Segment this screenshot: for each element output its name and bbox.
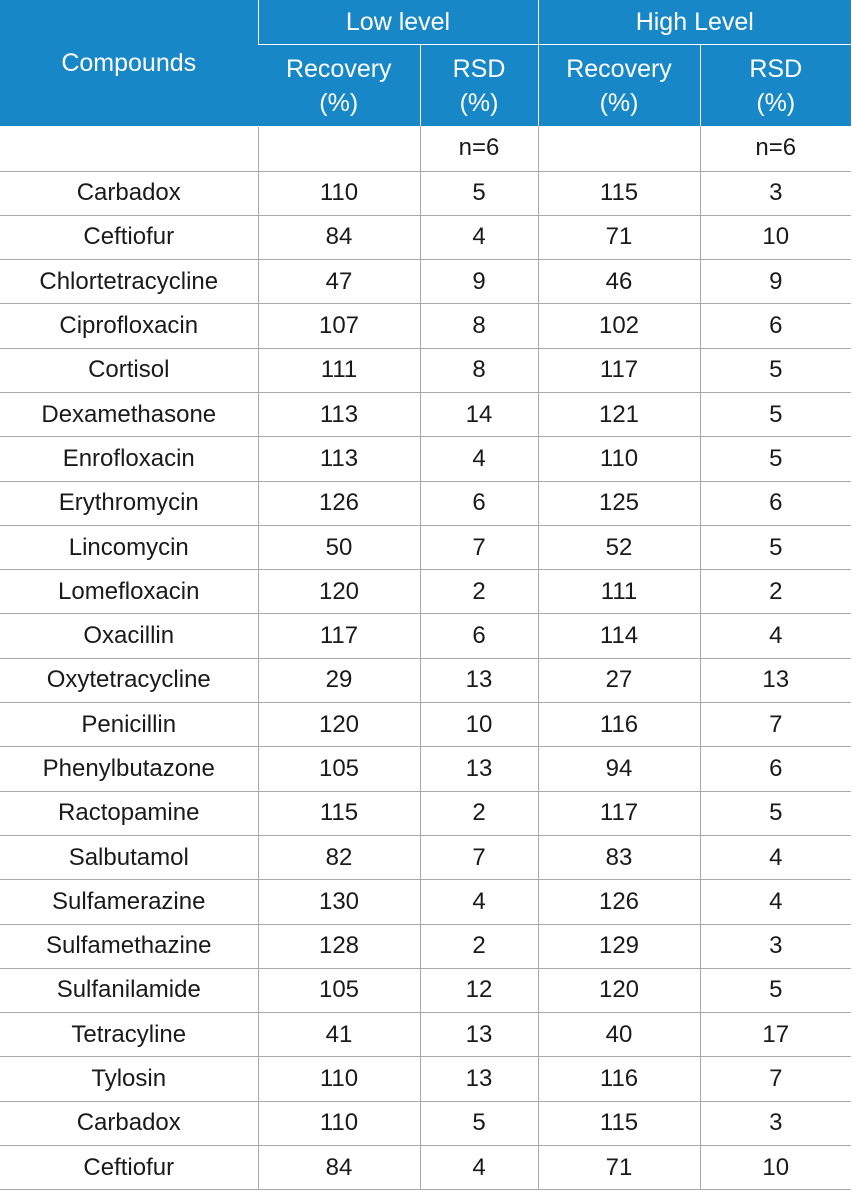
- compound-name: Chlortetracycline: [0, 260, 258, 304]
- high-rsd-value: 4: [700, 880, 851, 924]
- table-row: [0, 260, 851, 304]
- low-recovery-value: 115: [258, 791, 420, 835]
- low-recovery-value: 120: [258, 570, 420, 614]
- table-row: [0, 1101, 851, 1145]
- compound-name: Ciprofloxacin: [0, 304, 258, 348]
- high-rsd-value: 7: [700, 703, 851, 747]
- header-text: Recovery: [285, 54, 392, 83]
- high-recovery-value: 83: [538, 835, 700, 879]
- high-recovery-value: 117: [538, 348, 700, 392]
- high-rsd-value: 3: [700, 1101, 851, 1145]
- compound-name: Salbutamol: [0, 835, 258, 879]
- table-row: [0, 304, 851, 348]
- low-rsd-value: 2: [420, 791, 538, 835]
- compound-name: Lincomycin: [0, 525, 258, 569]
- table-row: [0, 968, 851, 1012]
- sample-count-row: [0, 126, 851, 171]
- table-row: [0, 525, 851, 569]
- high-recovery-value: 129: [538, 924, 700, 968]
- table-row: [0, 1057, 851, 1101]
- low-rsd-value: 14: [420, 392, 538, 436]
- compound-name: Penicillin: [0, 703, 258, 747]
- low-recovery-value: 130: [258, 880, 420, 924]
- compound-name: Sulfamerazine: [0, 880, 258, 924]
- high-rsd-value: 5: [700, 437, 851, 481]
- low-rsd-value: 6: [420, 614, 538, 658]
- high-rsd-value: 10: [700, 1146, 851, 1190]
- high-recovery-header: [538, 45, 700, 127]
- high-recovery-value: 116: [538, 1057, 700, 1101]
- compound-name: Ceftiofur: [0, 1146, 258, 1190]
- high-rsd-value: 5: [700, 791, 851, 835]
- high-recovery-value: 117: [538, 791, 700, 835]
- low-recovery-value: 50: [258, 525, 420, 569]
- high-recovery-value: 52: [538, 525, 700, 569]
- high-level-header: High Level: [538, 0, 851, 45]
- header-text: RSD: [749, 54, 803, 83]
- low-recovery-value: 128: [258, 924, 420, 968]
- table-row: [0, 171, 851, 215]
- table-header: [0, 0, 851, 126]
- low-recovery-value: 105: [258, 747, 420, 791]
- high-sample-count: n=6: [700, 126, 851, 171]
- compound-name: Ceftiofur: [0, 215, 258, 259]
- table-row: [0, 215, 851, 259]
- high-recovery-value: 114: [538, 614, 700, 658]
- high-rsd-value: 5: [700, 968, 851, 1012]
- compound-name: Ractopamine: [0, 791, 258, 835]
- low-recovery-value: 111: [258, 348, 420, 392]
- compound-name: Tylosin: [0, 1057, 258, 1101]
- low-level-header: Low level: [258, 0, 538, 45]
- high-rsd-value: 4: [700, 614, 851, 658]
- low-rsd-value: 8: [420, 304, 538, 348]
- compound-name: Phenylbutazone: [0, 747, 258, 791]
- compound-name: Lomefloxacin: [0, 570, 258, 614]
- compound-name: Oxacillin: [0, 614, 258, 658]
- high-rsd-value: 2: [700, 570, 851, 614]
- low-recovery-value: 120: [258, 703, 420, 747]
- high-rsd-value: 13: [700, 658, 851, 702]
- low-recovery-value: 84: [258, 215, 420, 259]
- low-rsd-value: 13: [420, 1057, 538, 1101]
- low-sample-count: n=6: [420, 126, 538, 171]
- high-rsd-value: 4: [700, 835, 851, 879]
- low-rsd-value: 5: [420, 1101, 538, 1145]
- high-recovery-value: 102: [538, 304, 700, 348]
- compound-name: Tetracyline: [0, 1013, 258, 1057]
- high-rsd-value: 3: [700, 171, 851, 215]
- table-cell: [258, 126, 420, 171]
- low-recovery-header: [258, 45, 420, 127]
- header-group-row: [0, 0, 851, 45]
- header-text: RSD: [452, 54, 506, 83]
- compound-name: Erythromycin: [0, 481, 258, 525]
- high-recovery-value: 125: [538, 481, 700, 525]
- low-rsd-value: 6: [420, 481, 538, 525]
- header-unit: (%): [756, 88, 796, 117]
- low-recovery-value: 110: [258, 1057, 420, 1101]
- table-row: [0, 835, 851, 879]
- low-recovery-value: 126: [258, 481, 420, 525]
- high-recovery-value: 27: [538, 658, 700, 702]
- high-rsd-value: 6: [700, 304, 851, 348]
- table-cell: [0, 126, 258, 171]
- low-recovery-value: 113: [258, 437, 420, 481]
- low-rsd-value: 4: [420, 215, 538, 259]
- table-row: [0, 570, 851, 614]
- low-recovery-value: 41: [258, 1013, 420, 1057]
- table-row: [0, 1146, 851, 1190]
- low-rsd-value: 13: [420, 747, 538, 791]
- low-recovery-value: 110: [258, 1101, 420, 1145]
- table-row: [0, 703, 851, 747]
- low-rsd-header: [420, 45, 538, 127]
- low-recovery-value: 110: [258, 171, 420, 215]
- high-rsd-value: 6: [700, 481, 851, 525]
- table-row: [0, 392, 851, 436]
- compound-name: Sulfamethazine: [0, 924, 258, 968]
- low-recovery-value: 82: [258, 835, 420, 879]
- table-cell: [538, 126, 700, 171]
- low-recovery-value: 84: [258, 1146, 420, 1190]
- compound-name: Enrofloxacin: [0, 437, 258, 481]
- table-row: [0, 481, 851, 525]
- low-rsd-value: 7: [420, 525, 538, 569]
- low-recovery-value: 117: [258, 614, 420, 658]
- table-row: [0, 924, 851, 968]
- low-rsd-value: 4: [420, 880, 538, 924]
- low-recovery-value: 29: [258, 658, 420, 702]
- low-recovery-value: 113: [258, 392, 420, 436]
- high-recovery-value: 121: [538, 392, 700, 436]
- high-rsd-value: 10: [700, 215, 851, 259]
- compound-name: Oxytetracycline: [0, 658, 258, 702]
- low-rsd-value: 9: [420, 260, 538, 304]
- high-recovery-value: 115: [538, 1101, 700, 1145]
- high-recovery-value: 40: [538, 1013, 700, 1057]
- header-text: Recovery: [566, 54, 672, 83]
- high-recovery-value: 115: [538, 171, 700, 215]
- low-rsd-value: 4: [420, 437, 538, 481]
- high-recovery-value: 126: [538, 880, 700, 924]
- compound-name: Carbadox: [0, 1101, 258, 1145]
- high-rsd-value: 3: [700, 924, 851, 968]
- low-rsd-value: 13: [420, 658, 538, 702]
- low-rsd-value: 2: [420, 924, 538, 968]
- table-row: [0, 658, 851, 702]
- high-recovery-value: 71: [538, 1146, 700, 1190]
- table-row: [0, 791, 851, 835]
- high-recovery-value: 94: [538, 747, 700, 791]
- header-unit: (%): [599, 88, 639, 117]
- high-rsd-value: 9: [700, 260, 851, 304]
- high-rsd-value: 5: [700, 348, 851, 392]
- compound-name: Cortisol: [0, 348, 258, 392]
- table-row: [0, 348, 851, 392]
- table-row: [0, 880, 851, 924]
- low-recovery-value: 105: [258, 968, 420, 1012]
- table-row: [0, 747, 851, 791]
- compound-name: Sulfanilamide: [0, 968, 258, 1012]
- header-unit: (%): [459, 88, 499, 117]
- compounds-header: Compounds: [0, 0, 258, 126]
- high-rsd-value: 5: [700, 525, 851, 569]
- low-rsd-value: 10: [420, 703, 538, 747]
- high-recovery-value: 71: [538, 215, 700, 259]
- low-rsd-value: 4: [420, 1146, 538, 1190]
- low-rsd-value: 2: [420, 570, 538, 614]
- header-unit: (%): [319, 88, 359, 117]
- low-rsd-value: 5: [420, 171, 538, 215]
- compound-name: Carbadox: [0, 171, 258, 215]
- low-recovery-value: 47: [258, 260, 420, 304]
- high-rsd-value: 6: [700, 747, 851, 791]
- high-rsd-value: 5: [700, 392, 851, 436]
- table-row: [0, 614, 851, 658]
- high-recovery-value: 110: [538, 437, 700, 481]
- high-rsd-header: [700, 45, 851, 127]
- high-recovery-value: 111: [538, 570, 700, 614]
- low-rsd-value: 8: [420, 348, 538, 392]
- high-recovery-value: 116: [538, 703, 700, 747]
- compound-name: Dexamethasone: [0, 392, 258, 436]
- high-recovery-value: 120: [538, 968, 700, 1012]
- table-body: [0, 126, 851, 1190]
- low-rsd-value: 12: [420, 968, 538, 1012]
- high-rsd-value: 7: [700, 1057, 851, 1101]
- low-rsd-value: 13: [420, 1013, 538, 1057]
- high-recovery-value: 46: [538, 260, 700, 304]
- table-row: [0, 437, 851, 481]
- low-rsd-value: 7: [420, 835, 538, 879]
- low-recovery-value: 107: [258, 304, 420, 348]
- high-rsd-value: 17: [700, 1013, 851, 1057]
- table-row: [0, 1013, 851, 1057]
